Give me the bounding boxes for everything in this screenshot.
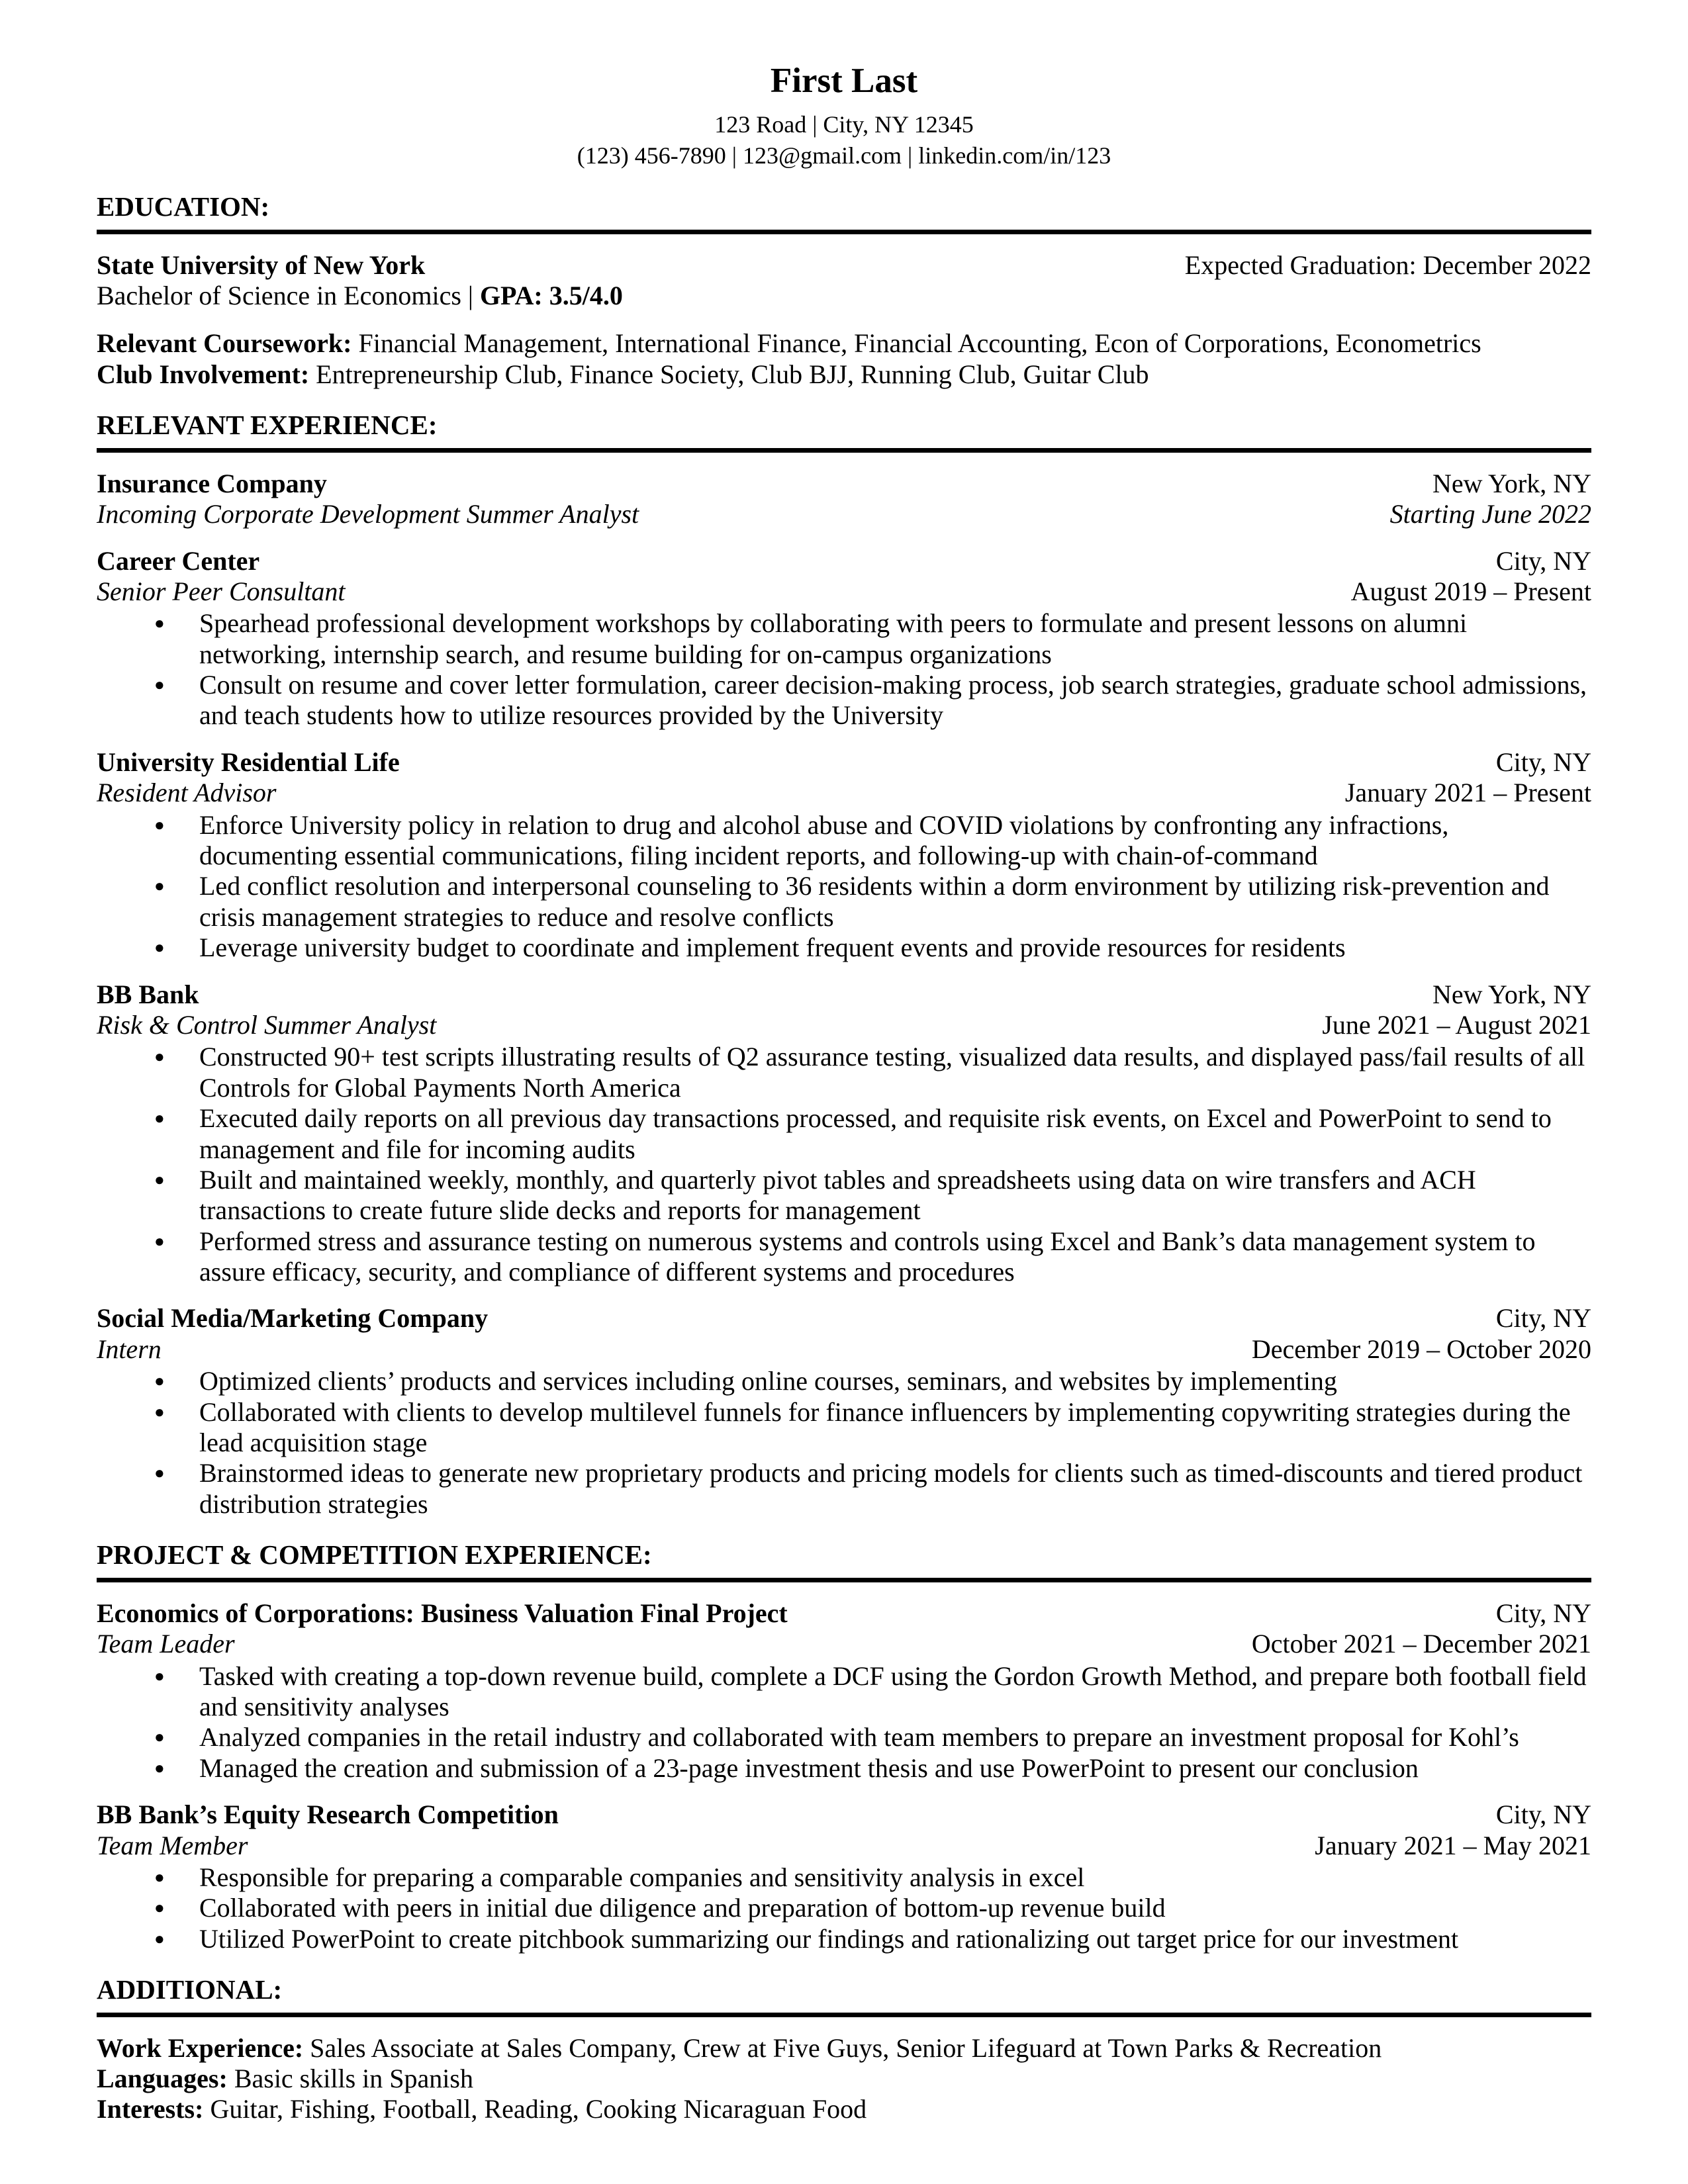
interests-label: Interests: [97, 2094, 204, 2124]
entry-header-row [97, 979, 1591, 1010]
education-school-row [97, 250, 1591, 281]
role-title: Intern [97, 1334, 162, 1364]
role-title: Senior Peer Consultant [97, 576, 346, 606]
clubs-list: Entrepreneurship Club, Finance Society, Club BJJ, Running Club, Guitar Club [316, 359, 1149, 389]
date-range: Starting June 2022 [1389, 499, 1591, 529]
project-name: Economics of Corporations: Business Valuation Final Project [97, 1598, 788, 1628]
bullet-item: ● Responsible for preparing a comparable companies and sensitivity analysis in excel [153, 1862, 1591, 1893]
bullet-item: ● Executed daily reports on all previous day transactions processed, and requisite risk events, on Excel and PowerPoint to send to management and file for incoming audits [153, 1103, 1591, 1165]
company-location: City, NY [1495, 1303, 1591, 1334]
section-relevant-experience [97, 410, 1591, 1520]
languages-text: Basic skills in Spanish [234, 2064, 473, 2093]
bullet-item: ● Brainstormed ideas to generate new proprietary products and pricing models for clients such as timed-discounts and tiered product distribution strategies [153, 1458, 1591, 1520]
expected-graduation: Expected Graduation: December 2022 [1184, 250, 1591, 280]
project-location: City, NY [1495, 1799, 1591, 1830]
role-title: Incoming Corporate Development Summer Analyst [97, 499, 639, 529]
education-degree-row [97, 281, 1591, 311]
company-location: New York, NY [1432, 468, 1591, 498]
degree-name: Bachelor of Science in Economics [97, 281, 461, 310]
date-range: October 2021 – December 2021 [1251, 1629, 1591, 1659]
date-range: January 2021 – Present [1344, 778, 1591, 808]
date-range: August 2019 – Present [1350, 576, 1591, 606]
languages-label: Languages: [97, 2064, 228, 2093]
coursework-label: Relevant Coursework: [97, 328, 352, 359]
company-name: BB Bank [97, 979, 199, 1009]
coursework-line [97, 328, 1591, 359]
work-experience-text: Sales Associate at Sales Company, Crew at Five Guys, Senior Lifeguard at Town Parks & Recreation [310, 2032, 1382, 2063]
section-additional [97, 1974, 1591, 2125]
role-title: Risk & Control Summer Analyst [97, 1009, 437, 1040]
bullet-list [97, 1366, 1591, 1520]
experience-entry-career-center [97, 546, 1591, 731]
bullet-item: ● Tasked with creating a top-down revenue build, complete a DCF using the Gordon Growth Method, and prepare both football field and sensitivity analyses [153, 1661, 1591, 1723]
interests-text: Guitar, Fishing, Football, Reading, Cooking Nicaraguan Food [210, 2094, 867, 2124]
bullet-item: ● Collaborated with peers in initial due diligence and preparation of bottom-up revenue build [153, 1893, 1591, 1923]
date-range: June 2021 – August 2021 [1322, 1009, 1591, 1040]
entry-header-row [97, 747, 1591, 778]
coursework-list: Financial Management, International Finance, Financial Accounting, Econ of Corporations, Econometrics [358, 328, 1481, 359]
project-name: BB Bank’s Equity Research Competition [97, 1799, 559, 1830]
bullet-item: ● Utilized PowerPoint to create pitchbook summarizing our findings and rationalizing out target price for our investment [153, 1924, 1591, 1954]
bullet-item: ● Optimized clients’ products and services including online courses, seminars, and websites by implementing [153, 1366, 1591, 1396]
clubs-label: Club Involvement: [97, 359, 310, 389]
address-line: 123 Road | City, NY 12345 [714, 111, 974, 138]
entry-header-row [97, 1303, 1591, 1334]
entry-role-row [97, 1831, 1591, 1861]
company-location: New York, NY [1432, 979, 1591, 1009]
education-details [97, 328, 1591, 390]
bullet-item: ● Analyzed companies in the retail industry and collaborated with team members to prepare an investment proposal for Kohl’s [153, 1722, 1591, 1752]
work-experience-label: Work Experience: [97, 2032, 304, 2063]
role-title: Resident Advisor [97, 778, 277, 808]
degree-separator: | [467, 281, 473, 310]
bullet-list [97, 1042, 1591, 1287]
entry-header-row [97, 1598, 1591, 1629]
experience-entry-university-residential-life [97, 747, 1591, 964]
bullet-item: ● Consult on resume and cover letter formulation, career decision-making process, job search strategies, graduate school admissions, and teach students how to utilize resources provided by the University [153, 670, 1591, 731]
company-name: University Residential Life [97, 747, 400, 777]
bullet-item: ● Spearhead professional development workshops by collaborating with peers to formulate and present lessons on alumni networking, internship search, and resume building for on-campus organizations [153, 608, 1591, 670]
bullet-list [97, 1661, 1591, 1784]
additional-details [97, 2033, 1591, 2125]
project-entry-business-valuation [97, 1598, 1591, 1784]
role-title: Team Member [97, 1830, 248, 1860]
project-location: City, NY [1495, 1598, 1591, 1628]
project-competition-heading: PROJECT & COMPETITION EXPERIENCE: [97, 1539, 1591, 1582]
degree-line [97, 281, 623, 311]
contact-line: (123) 456-7890 | 123@gmail.com | linkedin.com/in/123 [577, 142, 1111, 169]
additional-heading: ADDITIONAL: [97, 1974, 1591, 2017]
experience-entry-insurance-company [97, 469, 1591, 530]
bullet-list [97, 608, 1591, 731]
entry-header-row [97, 1799, 1591, 1830]
bullet-list [97, 810, 1591, 964]
work-experience-line [97, 2033, 1591, 2064]
company-name: Career Center [97, 545, 260, 576]
entry-role-row [97, 576, 1591, 607]
education-heading: EDUCATION: [97, 191, 1591, 234]
entry-role-row [97, 1010, 1591, 1040]
bullet-item: ● Leverage university budget to coordinate and implement frequent events and provide resources for residents [153, 933, 1591, 963]
entry-role-row [97, 778, 1591, 808]
bullet-item: ● Collaborated with clients to develop multilevel funnels for finance influencers by implementing copywriting strategies during the lead acquisition stage [153, 1397, 1591, 1459]
company-name: Insurance Company [97, 468, 327, 498]
role-title: Team Leader [97, 1629, 235, 1659]
date-range: January 2021 – May 2021 [1315, 1830, 1591, 1860]
project-entry-equity-research-competition [97, 1799, 1591, 1954]
bullet-item: ● Led conflict resolution and interpersonal counseling to 36 residents within a dorm environment by utilizing risk-prevention and crisis management strategies to reduce and resolve conflicts [153, 871, 1591, 933]
bullet-item: ● Managed the creation and submission of a 23-page investment thesis and use PowerPoint to present our conclusion [153, 1753, 1591, 1784]
bullet-item: ● Constructed 90+ test scripts illustrating results of Q2 assurance testing, visualized data results, and displayed pass/fail results of all Controls for Global Payments North America [153, 1042, 1591, 1103]
languages-line [97, 2064, 1591, 2094]
experience-entry-social-media-marketing [97, 1303, 1591, 1520]
entry-header-row [97, 546, 1591, 576]
person-name: First Last [770, 62, 918, 100]
section-project-competition [97, 1539, 1591, 1954]
education-entry [97, 250, 1591, 390]
entry-role-row [97, 1629, 1591, 1659]
date-range: December 2019 – October 2020 [1251, 1334, 1591, 1364]
section-education [97, 191, 1591, 390]
gpa-value: GPA: 3.5/4.0 [479, 281, 623, 310]
company-location: City, NY [1495, 747, 1591, 777]
entry-role-row [97, 1334, 1591, 1365]
bullet-list [97, 1862, 1591, 1954]
bullet-item: ● Built and maintained weekly, monthly, and quarterly pivot tables and spreadsheets using data on wire transfers and ACH transactions to create future slide decks and reports for management [153, 1165, 1591, 1226]
entry-role-row [97, 499, 1591, 529]
interests-line [97, 2094, 1591, 2124]
relevant-experience-heading: RELEVANT EXPERIENCE: [97, 410, 1591, 453]
bullet-item: ● Performed stress and assurance testing on numerous systems and controls using Excel and Bank’s data management system to assure efficacy, security, and compliance of different systems and procedures [153, 1226, 1591, 1288]
bullet-item: ● Enforce University policy in relation to drug and alcohol abuse and COVID violations by confronting any infractions, documenting essential communications, filing incident reports, and following-up with chain-of-command [153, 810, 1591, 872]
company-name: Social Media/Marketing Company [97, 1303, 489, 1334]
resume-header [97, 61, 1591, 171]
school-name: State University of New York [97, 250, 426, 280]
clubs-line [97, 359, 1591, 390]
experience-entry-bb-bank [97, 979, 1591, 1288]
company-location: City, NY [1495, 545, 1591, 576]
entry-header-row [97, 469, 1591, 499]
